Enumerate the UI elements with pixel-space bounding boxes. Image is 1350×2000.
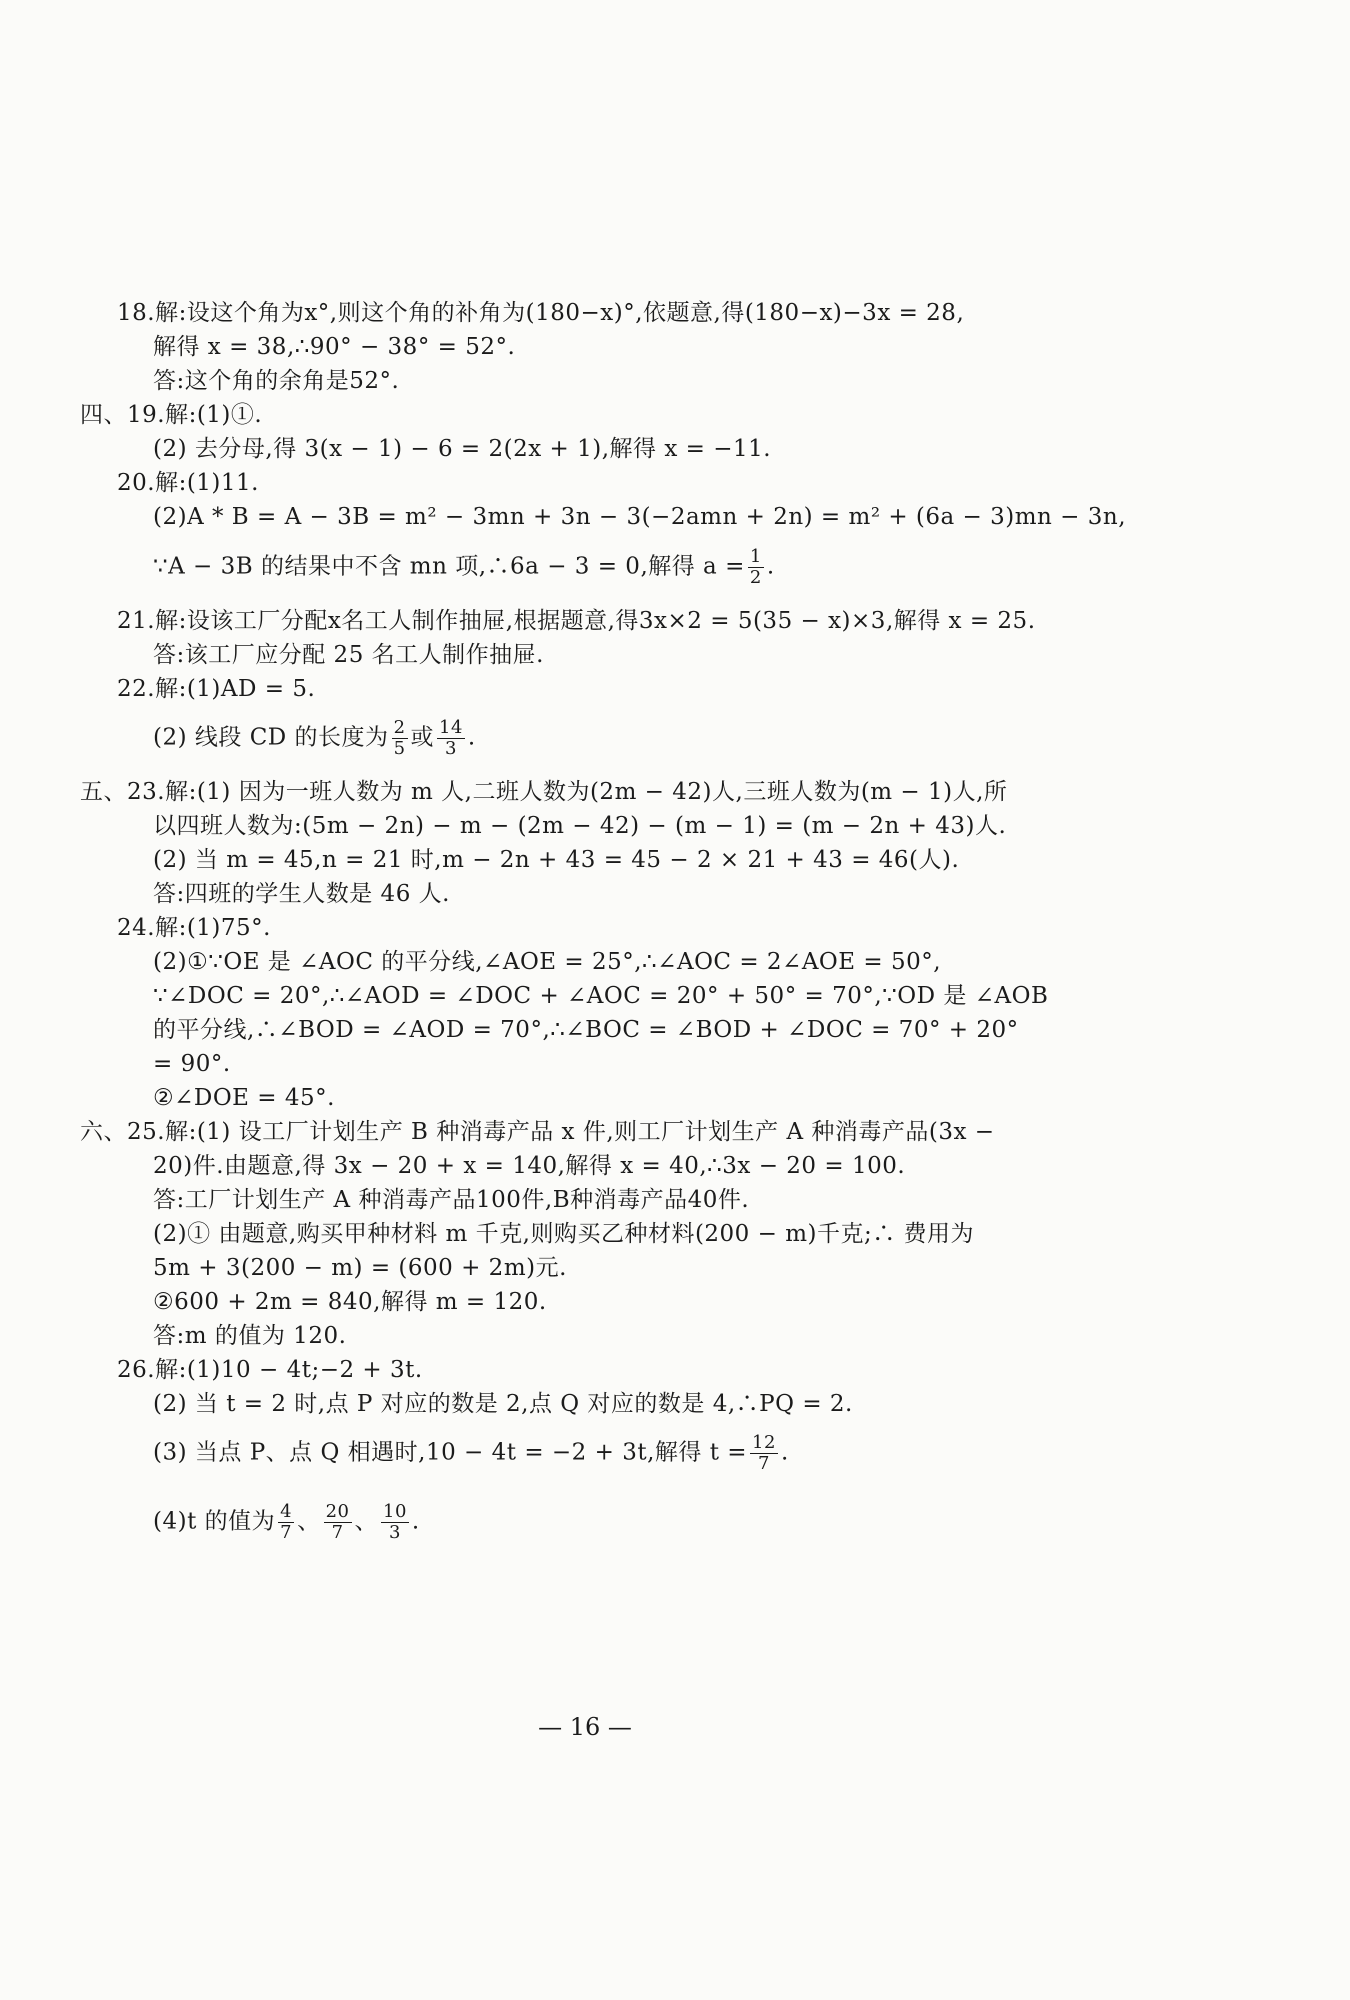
- q23-line2: 以四班人数为:(5m − 2n) − m − (2m − 42) − (m − 1) = (m − 2n + 43)人.: [153, 813, 1007, 839]
- fraction-t-den: 7: [758, 1453, 770, 1474]
- q20-line1: 20.解:(1)11.: [117, 470, 259, 496]
- fraction-t: [750, 1433, 778, 1474]
- separator: 、: [354, 1508, 378, 1535]
- q24-line1: 24.解:(1)75°.: [117, 915, 271, 941]
- q26-line1: 26.解:(1)10 − 4t;−2 + 3t.: [117, 1357, 423, 1383]
- fraction-t1-den: 7: [280, 1522, 293, 1543]
- period: .: [766, 553, 775, 580]
- q20-line2: (2)A * B = A − 3B = m² − 3mn + 3n − 3(−2amn + 2n) = m² + (6a − 3)mn − 3n,: [153, 504, 1127, 530]
- fraction-t-num: 12: [752, 1432, 776, 1453]
- q25-line6: ②600 + 2m = 840,解得 m = 120.: [153, 1289, 547, 1315]
- q19-line2: (2) 去分母,得 3(x − 1) − 6 = 2(2x + 1),解得 x = −11.: [153, 436, 772, 462]
- fraction-cd2-num: 14: [439, 717, 463, 738]
- fraction-a-den: 2: [749, 567, 762, 588]
- q24-line6: ②∠DOE = 45°.: [153, 1085, 335, 1111]
- fraction-cd1: [392, 718, 408, 759]
- fraction-cd2-den: 3: [444, 738, 457, 759]
- q20-line3-text: ∵A − 3B 的结果中不含 mn 项,∴6a − 3 = 0,解得 a =: [153, 553, 745, 580]
- q26-line3-text: (3) 当点 P、点 Q 相遇时,10 − 4t = −2 + 3t,解得 t =: [153, 1439, 748, 1466]
- q25-line1: 六、25.解:(1) 设工厂计划生产 B 种消毒产品 x 件,则工厂计划生产 A 种消毒产品(3x −: [80, 1119, 995, 1145]
- q25-answer1: 答:工厂计划生产 A 种消毒产品100件,B种消毒产品40件.: [153, 1187, 750, 1213]
- period: .: [411, 1508, 420, 1535]
- q24-line2: (2)①∵OE 是 ∠AOC 的平分线,∠AOE = 25°,∴∠AOC = 2∠AOE = 50°,: [153, 949, 942, 975]
- q18-line1: 18.解:设这个角为x°,则这个角的补角为(180−x)°,依题意,得(180−x)−3x = 28,: [117, 300, 965, 326]
- q18-line2: 解得 x = 38,∴90° − 38° = 52°.: [153, 334, 516, 360]
- fraction-t2-den: 7: [331, 1522, 344, 1543]
- fraction-t2: [324, 1502, 352, 1543]
- fraction-a: [748, 547, 764, 588]
- period: .: [467, 724, 476, 751]
- fraction-cd2: [437, 718, 465, 759]
- q22-line2: [153, 718, 476, 759]
- fraction-cd1-den: 5: [393, 738, 406, 759]
- q25-line2: 20)件.由题意,得 3x − 20 + x = 140,解得 x = 40,∴3x − 20 = 100.: [153, 1153, 906, 1179]
- q26-line3: [153, 1433, 789, 1474]
- q23-answer: 答:四班的学生人数是 46 人.: [153, 881, 450, 907]
- fraction-t3-num: 10: [383, 1501, 407, 1522]
- q22-line1: 22.解:(1)AD = 5.: [117, 676, 316, 702]
- fraction-a-num: 1: [749, 546, 762, 567]
- separator: 、: [297, 1508, 321, 1535]
- q23-line1: 五、23.解:(1) 因为一班人数为 m 人,二班人数为(2m − 42)人,三班人数为(m − 1)人,所: [80, 779, 1008, 805]
- q19-line1: 四、19.解:(1)①.: [80, 402, 263, 428]
- fraction-t1: [278, 1502, 294, 1543]
- q21-line1: 21.解:设该工厂分配x名工人制作抽屉,根据题意,得3x×2 = 5(35 − x)×3,解得 x = 25.: [117, 608, 1036, 634]
- q26-line4-text: (4)t 的值为: [153, 1508, 276, 1535]
- q21-answer: 答:该工厂应分配 25 名工人制作抽屉.: [153, 642, 544, 668]
- fraction-cd1-num: 2: [393, 717, 406, 738]
- fraction-t3: [381, 1502, 409, 1543]
- q25-line5: 5m + 3(200 − m) = (600 + 2m)元.: [153, 1255, 567, 1281]
- fraction-t3-den: 3: [388, 1522, 401, 1543]
- period: .: [780, 1439, 789, 1466]
- q25-line4: (2)① 由题意,购买甲种材料 m 千克,则购买乙种材料(200 − m)千克;∴ 费用为: [153, 1221, 975, 1247]
- fraction-t1-num: 4: [280, 1501, 293, 1522]
- q20-line3: [153, 547, 775, 588]
- q22-line2-text: (2) 线段 CD 的长度为: [153, 724, 389, 751]
- q25-answer2: 答:m 的值为 120.: [153, 1323, 347, 1349]
- q23-line3: (2) 当 m = 45,n = 21 时,m − 2n + 43 = 45 − 2 × 21 + 43 = 46(人).: [153, 847, 960, 873]
- q18-answer: 答:这个角的余角是52°.: [153, 368, 400, 394]
- q24-line4: 的平分线,∴∠BOD = ∠AOD = 70°,∴∠BOC = ∠BOD + ∠DOC = 70° + 20°: [153, 1017, 1019, 1043]
- q26-line2: (2) 当 t = 2 时,点 P 对应的数是 2,点 Q 对应的数是 4,∴PQ = 2.: [153, 1391, 853, 1417]
- page-number: — 16 —: [538, 1713, 632, 1741]
- q24-line3: ∵∠DOC = 20°,∴∠AOD = ∠DOC + ∠AOC = 20° + 50° = 70°,∵OD 是 ∠AOB: [153, 983, 1049, 1009]
- q24-line5: = 90°.: [153, 1051, 231, 1077]
- fraction-t2-num: 20: [325, 1501, 350, 1522]
- q22-or: 或: [410, 724, 435, 751]
- q26-line4: [153, 1502, 420, 1543]
